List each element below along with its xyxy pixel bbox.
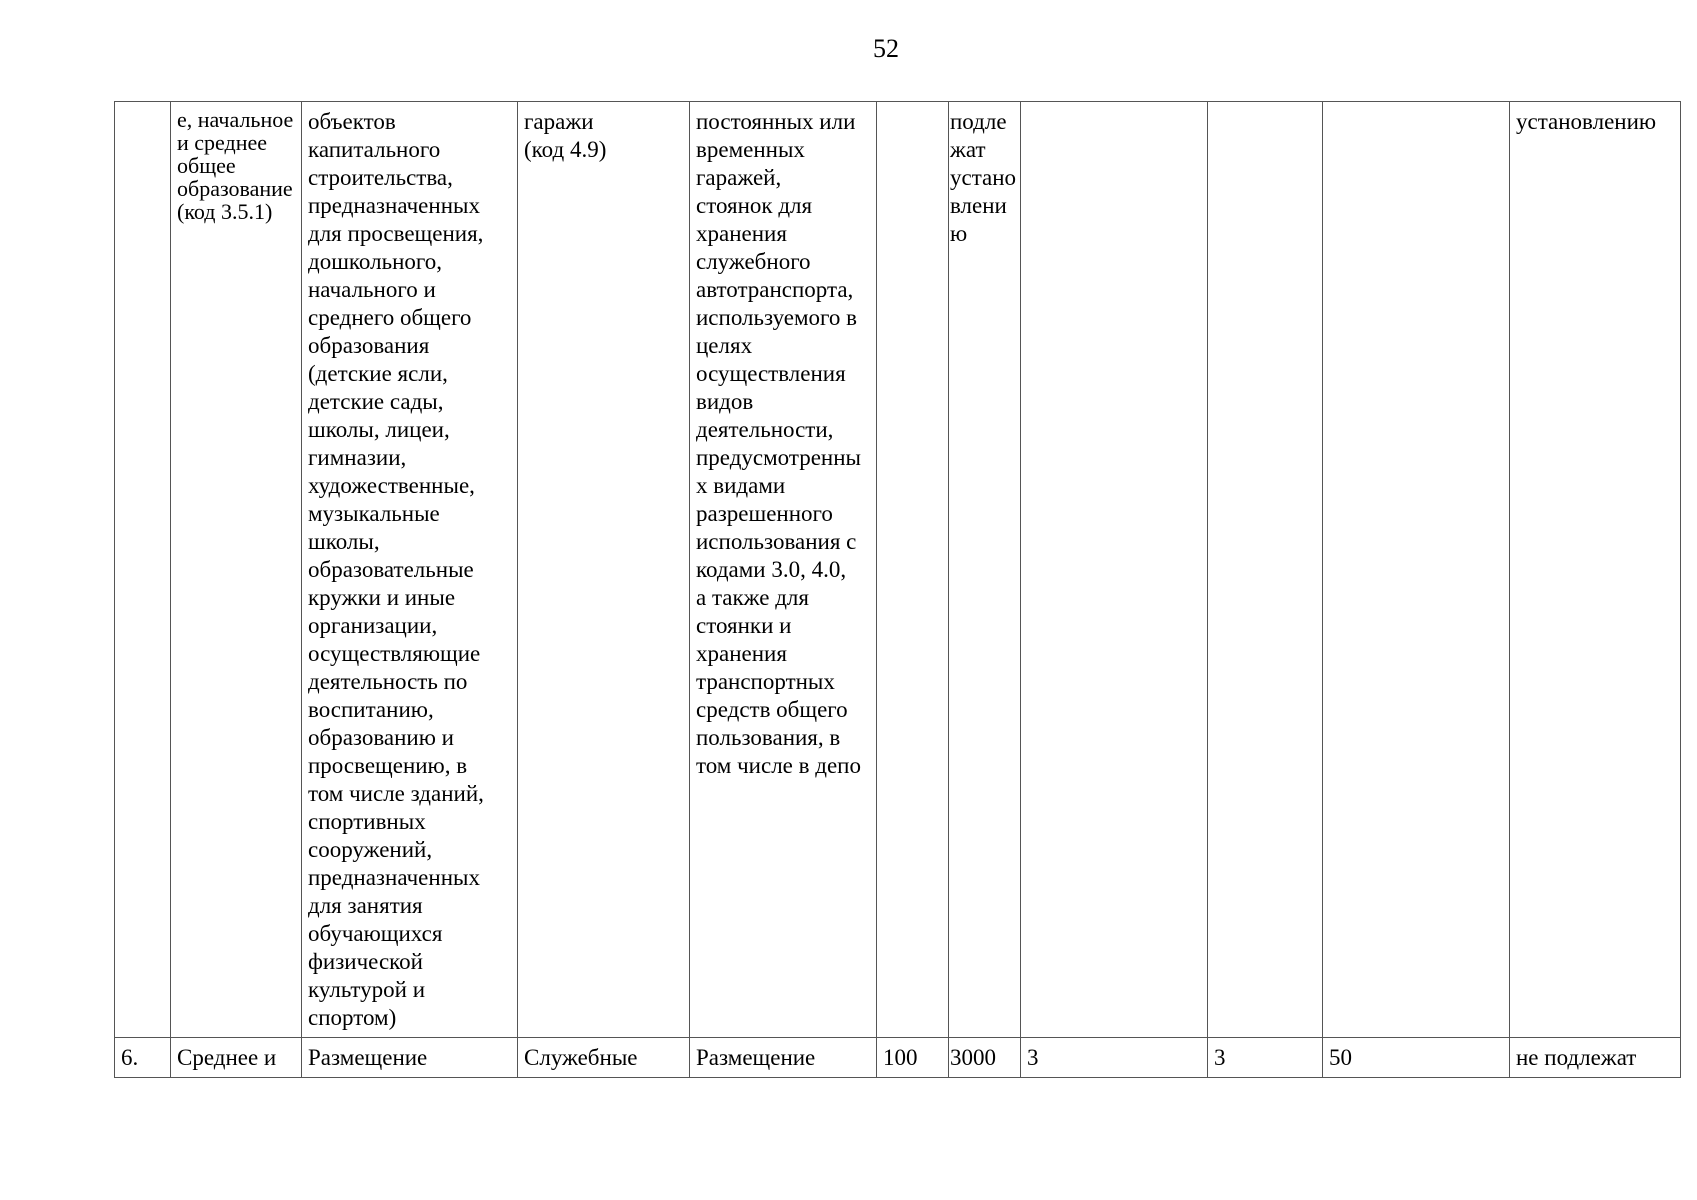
cell-number — [115, 102, 171, 1038]
cell-use-description: Размещение — [302, 1038, 518, 1078]
cell-coverage — [1323, 102, 1510, 1038]
cell-auxiliary-use: Служебные — [518, 1038, 690, 1078]
cell-setback: 3 — [1208, 1038, 1323, 1078]
cell-other: установлению — [1510, 102, 1681, 1038]
cell-max-area: 3000 — [949, 1038, 1021, 1078]
cell-coverage: 50 — [1323, 1038, 1510, 1078]
cell-auxiliary-description: постоянных или временных гаражей, стоянок для хранения служебного автотранспорта, используемого в целях осуществления видов деятельности, предусмотренны х видами разрешенного использования с кодами 3.0, 4.0, а также для стоянки и хранения транспортных средств общего пользования, в том числе в депо — [690, 102, 877, 1038]
table-row — [115, 1038, 1681, 1078]
cell-floors: 3 — [1021, 1038, 1208, 1078]
page-number: 52 — [873, 34, 899, 63]
cell-min-area — [877, 102, 949, 1038]
cell-other: не подлежат — [1510, 1038, 1681, 1078]
zoning-table — [114, 101, 1681, 1078]
cell-use-type: е, начальное и среднее общее образование (код 3.5.1) — [171, 102, 302, 1038]
cell-setback — [1208, 102, 1323, 1038]
cell-max-area: подле жат устано влени ю — [949, 102, 1021, 1038]
cell-auxiliary-use: гаражи (код 4.9) — [518, 102, 690, 1038]
cell-floors — [1021, 102, 1208, 1038]
cell-use-description: объектов капитального строительства, предназначенных для просвещения, дошкольного, начального и среднего общего образования (детские ясли, детские сады, школы, лицеи, гимназии, художественные, музыкальные школы, образовательные кружки и иные организации, осуществляющие деятельность по воспитанию, образованию и просвещению, в том числе зданий, спортивных сооружений, предназначенных для занятия обучающихся физической культурой и спортом) — [302, 102, 518, 1038]
cell-use-type: Среднее и — [171, 1038, 302, 1078]
cell-auxiliary-description: Размещение — [690, 1038, 877, 1078]
table-row — [115, 102, 1681, 1038]
cell-min-area: 100 — [877, 1038, 949, 1078]
cell-number: 6. — [115, 1038, 171, 1078]
